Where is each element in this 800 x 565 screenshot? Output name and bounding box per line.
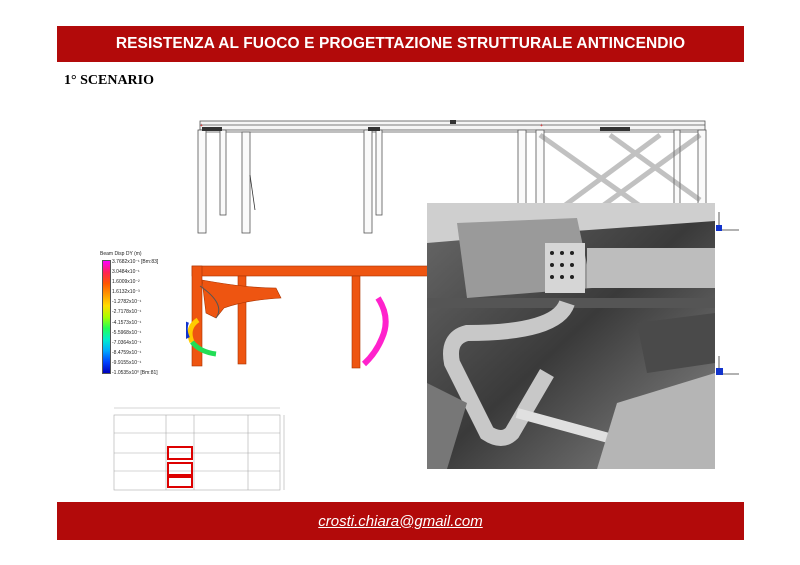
legend-value: -9.9155x10⁻¹: [112, 359, 142, 366]
legend-color-scale: [102, 260, 111, 374]
legend-values: [112, 257, 158, 378]
floor-plan-drawing: [108, 403, 288, 495]
legend-title: Beam Disp DY (m): [100, 251, 142, 257]
legend-value: 3.0484x10⁻¹: [112, 269, 140, 276]
legend-value: -2.7178x10⁻¹: [112, 309, 142, 316]
footer-banner: [57, 502, 744, 540]
svg-text:+: +: [540, 123, 543, 129]
legend-value: 3.7682x10⁻¹ [Bm:83]: [112, 259, 159, 265]
legend-value: -8.4759x10⁻¹: [112, 349, 142, 356]
svg-text:+: +: [200, 123, 203, 129]
legend-value: -7.0364x10⁻¹: [112, 339, 142, 346]
legend-value: -1.2782x10⁻¹: [112, 299, 142, 306]
page-title: RESISTENZA AL FUOCO E PROGETTAZIONE STRUTTURALE ANTINCENDIO: [115, 35, 686, 52]
legend-value: -1.0535x10⁰ [Bm:81]: [112, 370, 158, 377]
collapse-photo: [427, 203, 715, 469]
axis-triad-icon: [713, 352, 743, 382]
header-banner: [57, 26, 744, 62]
scenario-heading: 1° SCENARIO: [64, 73, 155, 88]
deformed-frame-drawing: [186, 258, 431, 378]
legend-value: -5.5968x10⁻¹: [112, 329, 142, 336]
contact-email-link[interactable]: crosti.chiara@gmail.com: [318, 512, 483, 530]
legend-value: 1.6132x10⁻³: [112, 289, 140, 296]
axis-triad-icon: [713, 208, 743, 238]
legend-value: -4.1573x10⁻¹: [112, 319, 142, 326]
legend-value: 1.6009x10⁻²: [112, 279, 140, 286]
